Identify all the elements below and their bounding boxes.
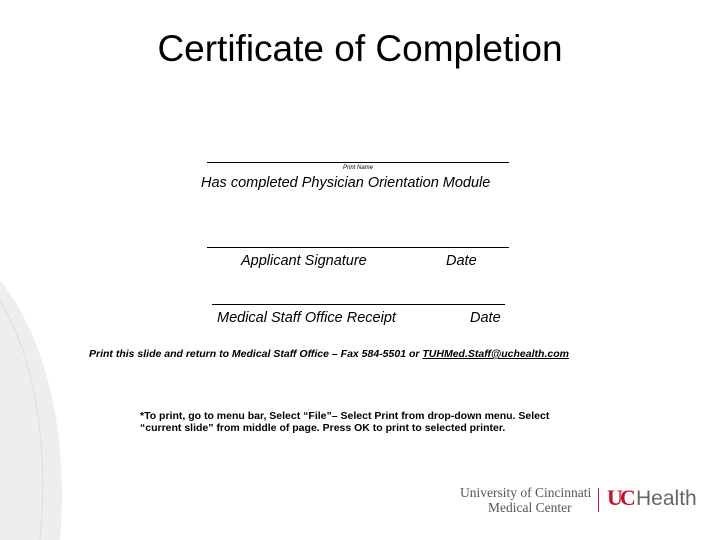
uc-mark-text: UC — [607, 485, 633, 510]
instructions-line-2: “current slide” from middle of page. Press OK to print to selected printer. — [140, 422, 506, 434]
uc-mark-icon — [607, 485, 633, 511]
return-instructions — [89, 348, 569, 360]
date-label-signature: Date — [446, 253, 477, 269]
print-name-line — [207, 162, 509, 163]
university-name-line1: University of Cincinnati — [460, 485, 592, 500]
print-name-label: Print Name — [343, 165, 374, 171]
return-text: Print this slide and return to Medical Staff Office – Fax 584-5501 or — [89, 348, 420, 360]
print-instructions — [140, 410, 549, 434]
uc-logo — [460, 485, 700, 517]
receipt-line — [212, 304, 505, 305]
university-name-line2: Medical Center — [488, 500, 572, 515]
date-label-receipt: Date — [470, 310, 501, 326]
receipt-label: Medical Staff Office Receipt — [217, 310, 396, 326]
completed-text: Has completed Physician Orientation Module — [201, 175, 491, 191]
certificate-title: Certificate of Completion — [157, 28, 563, 69]
health-text: Health — [636, 487, 697, 510]
signature-label: Applicant Signature — [241, 253, 367, 269]
instructions-line-1: *To print, go to menu bar, Select “File”– Select Print from drop-down menu. Select — [140, 410, 550, 422]
logo-divider — [598, 488, 599, 512]
signature-line — [207, 247, 509, 248]
email-link[interactable]: TUHMed.Staff@uchealth.com — [422, 348, 569, 360]
